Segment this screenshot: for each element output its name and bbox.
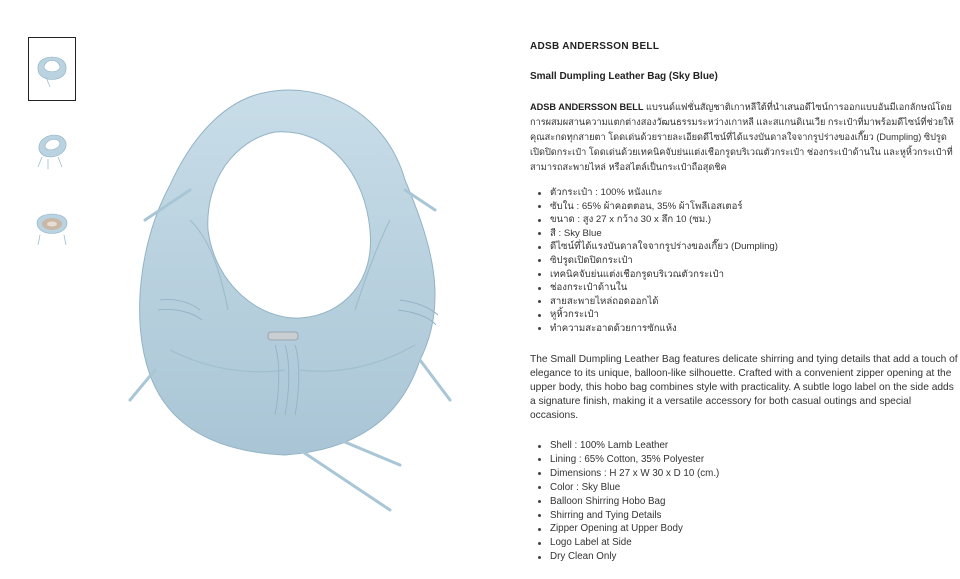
bag-front-thumbnail-icon bbox=[32, 43, 72, 95]
thumbnail-interior[interactable] bbox=[28, 193, 76, 257]
thai-description-brand: ADSB ANDERSSON BELL bbox=[530, 102, 644, 112]
list-item: Lining : 65% Cotton, 35% Polyester bbox=[538, 453, 948, 467]
list-item: Color : Sky Blue bbox=[538, 481, 948, 495]
thumbnail-gallery bbox=[28, 37, 80, 271]
bag-interior-thumbnail-icon bbox=[32, 199, 72, 251]
list-item: ซับใน : 65% ผ้าคอตตอน, 35% ผ้าโพลีเอสเตอร์ bbox=[538, 200, 948, 214]
brand-name[interactable]: ADSB ANDERSSON BELL bbox=[530, 41, 660, 52]
list-item: Shirring and Tying Details bbox=[538, 509, 948, 523]
english-description: The Small Dumpling Leather Bag features delicate shirring and tying details that add a touch of elegance to its unique, balloon-like silhouette. Crafted with a convenient zipper opening at the upper body, this hobo bag combines style with practicality. A subtle logo label on the side adds a signature finish, making it a versatile accessory for both casual outings and special occasions. bbox=[530, 354, 958, 421]
list-item: ตัวกระเป๋า : 100% หนังแกะ bbox=[538, 186, 948, 200]
product-title: Small Dumpling Leather Bag (Sky Blue) bbox=[530, 71, 718, 82]
list-item: หูหิ้วกระเป๋า bbox=[538, 308, 948, 322]
list-item: ซิปรูดเปิดปิดกระเป๋า bbox=[538, 254, 948, 268]
list-item: Dimensions : H 27 x W 30 x D 10 (cm.) bbox=[538, 467, 948, 481]
list-item: Balloon Shirring Hobo Bag bbox=[538, 495, 948, 509]
list-item: ทำความสะอาดด้วยการซักแห้ง bbox=[538, 322, 948, 336]
product-image[interactable] bbox=[100, 70, 480, 520]
thai-feature-list bbox=[538, 186, 948, 336]
thumbnail-front[interactable] bbox=[28, 37, 76, 101]
thai-description-text: แบรนด์แฟชั่นสัญชาติเกาหลีใต้ที่นำเสนอดีไซน์การออกแบบอันมีเอกลักษณ์โดยการผสมผสานความแตกต่างสองวัฒนธรรมระหว่างเกาหลี และสแกนดิเนเวีย กระเป๋าที่มาพร้อมดีไซน์ที่ช่วยให้คุณสะกดทุกสายตา โดดเด่นด้วยรายละเอียดดีไซน์ที่ได้แรงบันดาลใจจากรูปร่างของเกี๊ยว (Dumpling) ซิปรูดเปิดปิดกระเป๋า โดดเด่นด้วยเทคนิคจับย่นแต่งเชือกรูดบริเวณตัวกระเป๋า ช่องกระเป๋าด้านใน และหูหิ้วกระเป๋าที่สามารถสะพายไหล่ หรือสไตล์เป็นกระเป๋าถือสุดชิค bbox=[530, 102, 954, 172]
list-item: ช่องกระเป๋าด้านใน bbox=[538, 281, 948, 295]
list-item: Shell : 100% Lamb Leather bbox=[538, 439, 948, 453]
list-item: เทคนิคจับย่นแต่งเชือกรูดบริเวณตัวกระเป๋า bbox=[538, 268, 948, 282]
list-item: ขนาด : สูง 27 x กว้าง 30 x ลึก 10 (ซม.) bbox=[538, 213, 948, 227]
english-feature-list bbox=[538, 439, 948, 564]
thumbnail-angle[interactable] bbox=[28, 115, 76, 179]
list-item: สายสะพายไหล่ถอดออกได้ bbox=[538, 295, 948, 309]
list-item: Logo Label at Side bbox=[538, 536, 948, 550]
list-item: Zipper Opening at Upper Body bbox=[538, 522, 948, 536]
bag-angle-thumbnail-icon bbox=[32, 121, 72, 173]
list-item: Dry Clean Only bbox=[538, 550, 948, 564]
list-item: ดีไซน์ที่ได้แรงบันดาลใจจากรูปร่างของเกี๊ยว (Dumpling) bbox=[538, 240, 948, 254]
list-item: สี : Sky Blue bbox=[538, 227, 948, 241]
dumpling-bag-illustration bbox=[100, 70, 480, 520]
thai-description bbox=[530, 100, 954, 175]
